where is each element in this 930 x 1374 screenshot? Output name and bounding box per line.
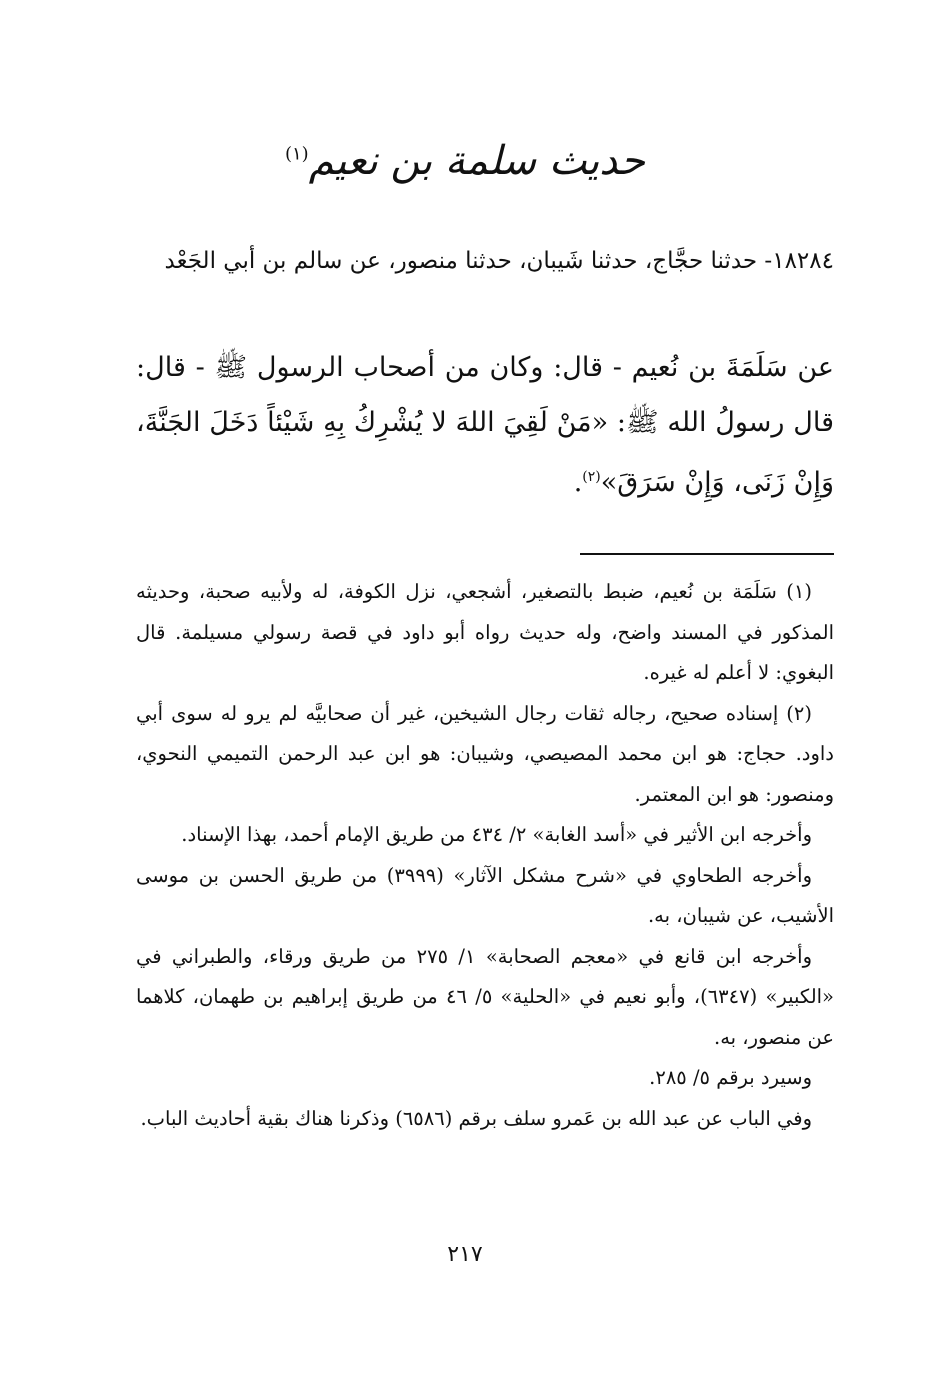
matn-footnote-ref: (٢): [582, 469, 601, 485]
footnote-1: (١) سَلَمَة بن نُعيم، ضبط بالتصغير، أشجعي، نزل الكوفة، له ولأبيه صحبة، وحديثه المذكور في المسند واضح، وله حديث رواه أبو داود في قصة رسولي مسيلمة. قال البغوي: لا أعلم له غيره.: [136, 580, 834, 684]
footnotes: [136, 572, 834, 1139]
heading-footnote-ref: (١): [284, 143, 309, 165]
footnote-paragraph: وسيرد برقم ٥/ ٢٨٥.: [649, 1066, 812, 1089]
footnote-paragraph: وأخرجه ابن قانع في «معجم الصحابة» ١/ ٢٧٥ من طريق ورقاء، والطبراني في «الكبير» (٦٣٤٧)، وأبو نعيم في «الحلية» ٥/ ٤٦ من طريق إبراهيم بن طهمان، كلاهما عن منصور، به.: [136, 944, 834, 1049]
footnote-paragraph: وأخرجه الطحاوي في «شرح مشكل الآثار» (٣٩٩٩) من طريق الحسن بن موسى الأشيب، عن شيبان، به.: [136, 863, 834, 927]
footnote-2: (٢) إسناده صحيح، رجاله ثقات رجال الشيخين، غير أن صحابيَّه لم يرو له سوى أبي داود. حجاج: هو ابن محمد المصيصي، وشيبان: هو ابن عبد الرحمن التميمي النحوي، ومنصور: هو ابن المعتمر.: [136, 701, 834, 806]
matn-end: .: [573, 467, 583, 498]
matn-text: عن سَلَمَةَ بن نُعيم - قال: وكان من أصحاب الرسول ﷺ - قال: قال رسولُ الله ﷺ: «مَنْ لَقِيَ اللهَ لا يُشْرِكُ بِهِ شَيْئاً دَخَلَ الجَنَّةَ، وَإِنْ زَنَى، وَإِنْ سَرَقَ»: [136, 352, 834, 498]
heading-title: حديث سلمة بن نعيم: [308, 138, 646, 184]
hadith-isnad: ١٨٢٨٤- حدثنا حجَّاج، حدثنا شَيبان، حدثنا منصور، عن سالم بن أبي الجَعْد: [164, 248, 834, 274]
footnote-divider: [580, 553, 834, 555]
hadith-matn: [136, 340, 834, 510]
footnote-paragraph: وفي الباب عن عبد الله بن عَمرو سلف برقم (٦٥٨٦) وذكرنا هناك بقية أحاديث الباب.: [140, 1106, 812, 1130]
page-number: ٢١٧: [447, 1242, 483, 1267]
footnote-paragraph: وأخرجه ابن الأثير في «أسد الغابة» ٢/ ٤٣٤ من طريق الإمام أحمد، بهذا الإسناد.: [181, 823, 812, 846]
hadith-heading: [0, 138, 930, 184]
